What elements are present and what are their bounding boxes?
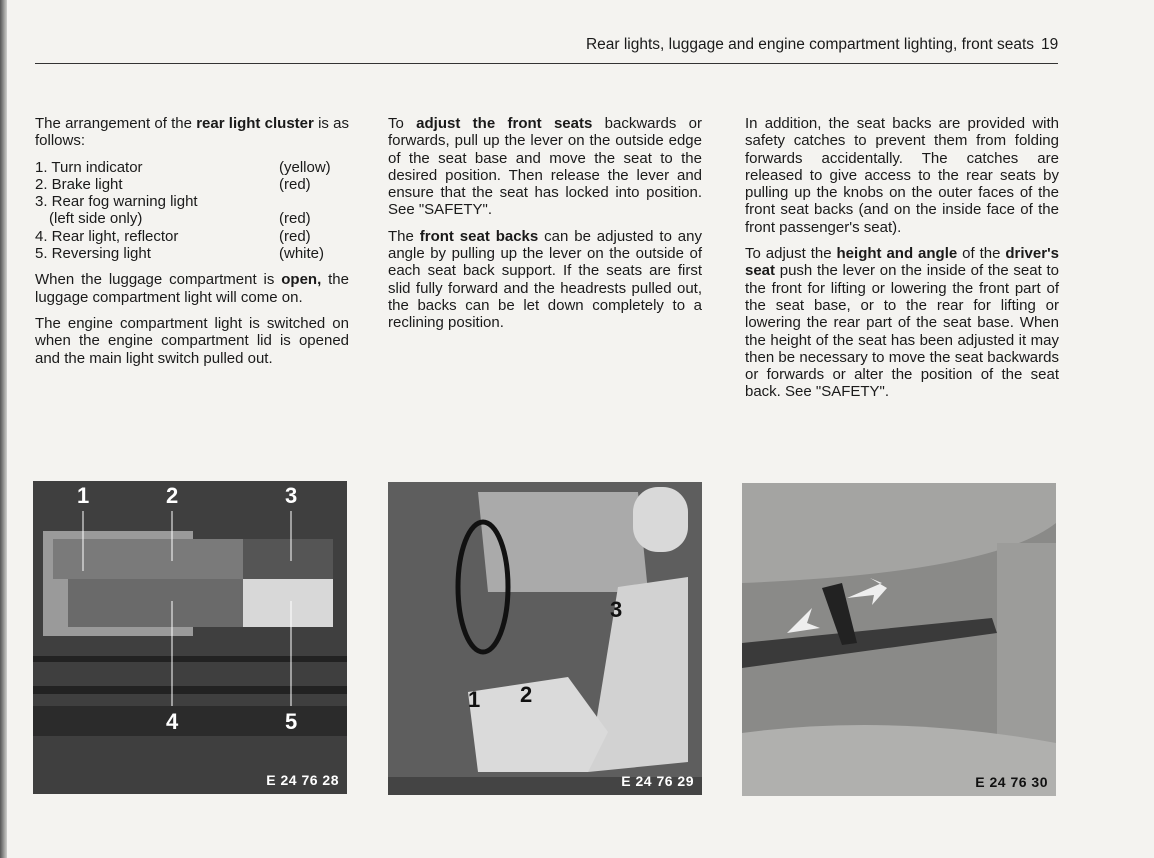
item-color xyxy=(279,193,349,210)
list-item xyxy=(35,193,349,210)
callout-label: 2 xyxy=(520,682,533,707)
callout-label: 2 xyxy=(166,483,179,508)
text: can be adjusted to any angle by pulling up the lever on the outside of each seat back support. If the seats are first slid fully forward and the headrests pulled out, the backs can be let down completely to a reclining position. xyxy=(388,227,702,332)
paragraph-safety-catches: In addition, the seat backs are provided with safety catches to prevent them from folding forwards accidentally. The catches are released to give access to the rear seats by pulling up the knobs on the outer faces of the front seat backs (and on the inside face of the front passenger's seat). xyxy=(745,115,1059,236)
column-rear-lights xyxy=(35,115,349,376)
column-seat-height xyxy=(745,115,1059,410)
seat-illustration xyxy=(388,482,702,795)
text: To xyxy=(388,115,417,132)
paragraph-engine: The engine compartment light is switched on when the engine compartment lid is opened and the main light switch pulled out. xyxy=(35,314,349,367)
callout-label: 5 xyxy=(285,709,298,734)
bold-term: rear light cluster xyxy=(196,115,314,132)
callout-label: 1 xyxy=(77,483,90,508)
text: is as follows: xyxy=(35,115,349,150)
callout-label: 3 xyxy=(610,597,623,622)
paragraph-adjust xyxy=(388,115,702,219)
list-item xyxy=(35,159,349,176)
callout-label: 4 xyxy=(166,709,179,734)
item-label: 5. Reversing light xyxy=(35,245,151,263)
running-header: Rear lights, luggage and engine compartment lighting, front seats xyxy=(585,36,1034,53)
bold-term: open, xyxy=(281,271,322,289)
rear-light-illustration xyxy=(33,481,347,794)
paragraph-height xyxy=(745,245,1059,401)
bold-term: driver's seat xyxy=(745,245,1059,280)
text: The arrangement of the xyxy=(35,115,197,132)
photo-front-seat xyxy=(388,482,702,795)
list-item xyxy=(35,210,349,227)
lever-illustration xyxy=(742,483,1056,796)
text: When the luggage compartment is xyxy=(35,271,282,289)
item-label: 4. Rear light, reflector xyxy=(35,227,179,245)
item-label: 3. Rear fog warning light xyxy=(35,193,198,211)
item-color: (red) xyxy=(279,210,311,228)
light-list xyxy=(35,159,349,263)
item-label: (left side only) xyxy=(49,210,143,228)
figure-code: E 24 76 30 xyxy=(975,774,1048,790)
list-item xyxy=(35,245,349,262)
item-label: 2. Brake light xyxy=(35,175,123,193)
figure-code: E 24 76 29 xyxy=(621,773,694,789)
list-item xyxy=(35,228,349,245)
header-rule xyxy=(35,63,1058,64)
bold-term: height and angle xyxy=(836,245,958,263)
text: backwards or forwards, pull up the lever on the outside edge of the seat base and move the seat to the desired position. Then release the lever and ensure that the seat has locked into position. See "SAFETY". xyxy=(388,115,702,219)
photo-rear-light-cluster xyxy=(33,481,347,794)
text: of the xyxy=(957,245,1006,263)
bold-term: adjust the front seats xyxy=(416,115,593,132)
item-color: (red) xyxy=(279,227,311,245)
page-number: 19 xyxy=(1041,36,1059,53)
photo-seat-height-lever xyxy=(742,483,1056,796)
page-binding-edge xyxy=(0,0,7,858)
paragraph-intro xyxy=(35,115,349,150)
item-color: (red) xyxy=(279,175,311,193)
figure-code: E 24 76 28 xyxy=(266,772,339,788)
paragraph-seat-backs xyxy=(388,228,702,332)
bold-term: front seat backs xyxy=(419,227,539,245)
item-color: (yellow) xyxy=(279,158,331,176)
list-item xyxy=(35,176,349,193)
callout-label: 1 xyxy=(468,687,481,712)
text: the luggage compartment light will come on. xyxy=(35,271,349,306)
item-color: (white) xyxy=(279,245,325,263)
callout-label: 3 xyxy=(285,483,298,508)
item-label: 1. Turn indicator xyxy=(35,158,143,176)
text: To adjust the xyxy=(745,245,837,263)
text: The xyxy=(388,227,420,245)
column-seat-adjust xyxy=(388,115,702,341)
paragraph-luggage xyxy=(35,271,349,306)
text: push the lever on the inside of the seat to the front for lifting or lowering the front part of the seat base, or to the rear for lifting or lowering the rear part of the seat base. When the height of the seat has been adjusted it may then be necessary to move the seat backwards or forwards or alter the position of the seat back. See "SAFETY". xyxy=(745,262,1059,401)
